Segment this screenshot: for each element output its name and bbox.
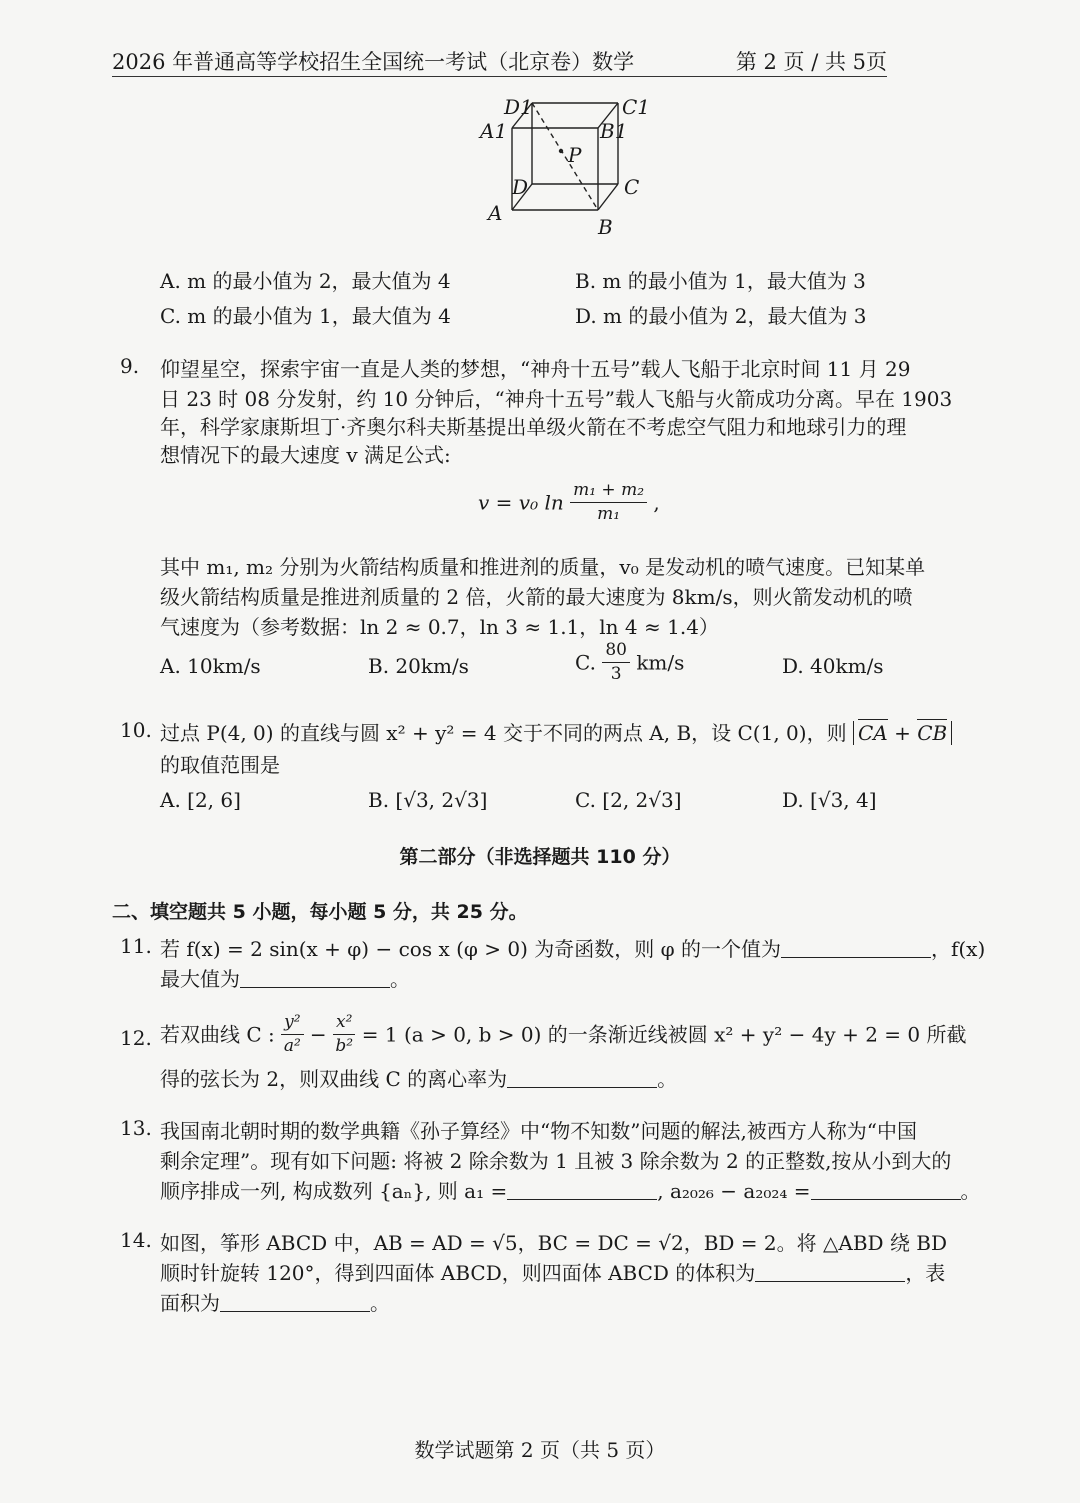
q9-option-c-denominator: 3: [610, 664, 622, 684]
q14-line-2: [160, 1258, 945, 1288]
q14-line-3a: 面积为: [160, 1291, 220, 1315]
q9-number: 9.: [120, 354, 140, 378]
q11-text-3: 最大值为: [160, 967, 240, 991]
formula-left: v = v₀ ln: [478, 490, 564, 515]
q13-line-2: 剩余定理”。现有如下问题: 将被 2 除余数为 1 且被 3 除余数为 2 的正整数,按从小到大的: [160, 1149, 952, 1173]
q13-line-1: 我国南北朝时期的数学典籍《孙子算经》中“物不知数”问题的解法,被西方人称为“中国: [160, 1119, 918, 1143]
q10-line-1-text: 过点 P(4, 0) 的直线与圆 x² + y² = 4 交于不同的两点 A, B，设 C(1, 0)，则: [160, 721, 847, 745]
label-C: C: [624, 175, 640, 199]
exam-title: 2026 年普通高等学校招生全国统一考试（北京卷）数学: [112, 50, 635, 74]
q12-end: 。: [657, 1067, 678, 1091]
q12-minus: −: [309, 1022, 327, 1047]
page-indicator: 第 2 页 / 共 5页: [735, 50, 887, 74]
q12-f1-num: y²: [281, 1014, 303, 1035]
q9-option-c: [575, 642, 684, 683]
page-footer: 数学试题第 2 页（共 5 页）: [414, 1438, 666, 1462]
label-P: P: [568, 143, 582, 167]
q9-line-2: 日 23 时 08 分发射，约 10 分钟后，“神舟十五号”载人飞船与火箭成功分离。早在 1903: [160, 387, 953, 411]
vector-ca: CA: [857, 721, 888, 745]
q12-f2-den: b²: [335, 1036, 354, 1056]
q11-blank-1[interactable]: [781, 937, 931, 958]
q14-blank-1[interactable]: [755, 1261, 905, 1282]
q9-line-7: 气速度为（参考数据：ln 2 ≈ 0.7，ln 3 ≈ 1.1，ln 4 ≈ 1.4）: [160, 615, 719, 639]
q13-end: 。: [960, 1179, 981, 1203]
q9-option-c-fraction: [602, 642, 630, 683]
q11-end: 。: [390, 967, 410, 991]
label-A1: A1: [480, 119, 508, 143]
q13-line-3b: , a₂₀₂₆ − a₂₀₂₄ =: [657, 1179, 811, 1203]
q11-blank-2[interactable]: [240, 967, 390, 988]
q14-line-2b: ，表: [905, 1261, 946, 1285]
label-D: D: [512, 175, 529, 199]
q14-end: 。: [370, 1291, 390, 1315]
q9-option-c-numerator: 80: [602, 642, 630, 663]
vector-cb: CB: [917, 721, 948, 745]
q12-line-1: [160, 1014, 966, 1055]
q8-option-b: B. m 的最小值为 1，最大值为 3: [575, 269, 866, 293]
q12-fraction-1: [281, 1014, 303, 1055]
label-B: B: [598, 215, 613, 239]
q13-number: 13.: [120, 1116, 152, 1140]
section-fill-in-title: 二、填空题共 5 小题，每小题 5 分，共 25 分。: [112, 901, 528, 923]
q10-option-a: A. [2, 6]: [160, 788, 241, 812]
q12-f1-den: a²: [283, 1036, 301, 1056]
q10-vector-norm: [853, 721, 952, 745]
label-C1: C1: [622, 95, 651, 119]
q12-pre: 若双曲线 C :: [160, 1022, 275, 1047]
q10-line-1: [160, 718, 952, 748]
q10-option-b: B. [√3, 2√3]: [368, 788, 488, 812]
q10-option-d: D. [√3, 4]: [782, 788, 877, 812]
q8-option-a: A. m 的最小值为 2，最大值为 4: [160, 269, 451, 293]
vector-plus: +: [894, 721, 911, 745]
q14-line-3: [160, 1288, 390, 1318]
q11-number: 11.: [120, 934, 152, 958]
q9-option-b: B. 20km/s: [368, 654, 469, 678]
q9-line-5: 其中 m₁, m₂ 分别为火箭结构质量和推进剂的质量，v₀ 是发动机的喷气速度。已知某单: [160, 555, 926, 579]
q10-number: 10.: [120, 718, 152, 742]
q12-number: 12.: [120, 1026, 152, 1050]
q13-line-3: [160, 1176, 981, 1206]
q12-post: = 1 (a > 0, b > 0) 的一条渐近线被圆 x² + y² − 4y + 2 = 0 所截: [361, 1022, 967, 1047]
q14-blank-2[interactable]: [220, 1291, 370, 1312]
q8-option-d: D. m 的最小值为 2，最大值为 3: [575, 304, 867, 328]
label-A: A: [488, 201, 503, 225]
q9-line-4: 想情况下的最大速度 v 满足公式:: [160, 443, 451, 467]
q13-blank-1[interactable]: [507, 1179, 657, 1200]
q13-line-3a: 顺序排成一列, 构成数列 {aₙ}, 则 a₁ =: [160, 1179, 508, 1203]
q12-line-2: [160, 1064, 677, 1094]
q14-line-2a: 顺时针旋转 120°，得到四面体 ABCD，则四面体 ABCD 的体积为: [160, 1261, 756, 1285]
formula-numerator: m₁ + m₂: [570, 482, 647, 503]
label-D1: D1: [504, 95, 533, 119]
q14-number: 14.: [120, 1228, 152, 1252]
q9-option-c-label: C.: [575, 650, 596, 675]
page-header: [112, 40, 887, 77]
q11-line-2: [160, 964, 410, 994]
q11-line-1: [160, 934, 985, 964]
q9-formula: [478, 482, 660, 523]
q12-line-2-text: 得的弦长为 2，则双曲线 C 的离心率为: [160, 1067, 508, 1091]
q12-fraction-2: [333, 1014, 355, 1055]
part-2-title: 第二部分（非选择题共 110 分）: [399, 846, 681, 868]
formula-comma: ,: [653, 490, 660, 515]
q11-text-2: ，f(x): [930, 937, 986, 961]
q9-line-1: 仰望星空，探索宇宙一直是人类的梦想，“神舟十五号”载人飞船于北京时间 11 月 29: [160, 357, 911, 381]
q9-option-d: D. 40km/s: [782, 654, 884, 678]
q14-line-1: 如图，筝形 ABCD 中，AB = AD = √5，BC = DC = √2，BD = 2。将 △ABD 绕 BD: [160, 1231, 948, 1255]
q9-option-c-unit: km/s: [636, 650, 685, 675]
q11-text-1: 若 f(x) = 2 sin(x + φ) − cos x (φ > 0) 为奇函数，则 φ 的一个值为: [160, 937, 781, 961]
q13-blank-2[interactable]: [811, 1179, 961, 1200]
q9-line-6: 级火箭结构质量是推进剂质量的 2 倍，火箭的最大速度为 8km/s，则火箭发动机的喷: [160, 585, 913, 609]
q10-option-c: C. [2, 2√3]: [575, 788, 682, 812]
q12-f2-num: x²: [333, 1014, 355, 1035]
label-B1: B1: [600, 119, 628, 143]
q10-line-2: 的取值范围是: [160, 753, 280, 777]
q9-option-a: A. 10km/s: [160, 654, 261, 678]
q8-option-c: C. m 的最小值为 1，最大值为 4: [160, 304, 451, 328]
formula-denominator: m₁: [597, 504, 621, 524]
formula-fraction: [570, 482, 647, 523]
q9-line-3: 年，科学家康斯坦丁·齐奥尔科夫斯基提出单级火箭在不考虑空气阻力和地球引力的理: [160, 415, 907, 439]
q12-blank[interactable]: [507, 1067, 657, 1088]
